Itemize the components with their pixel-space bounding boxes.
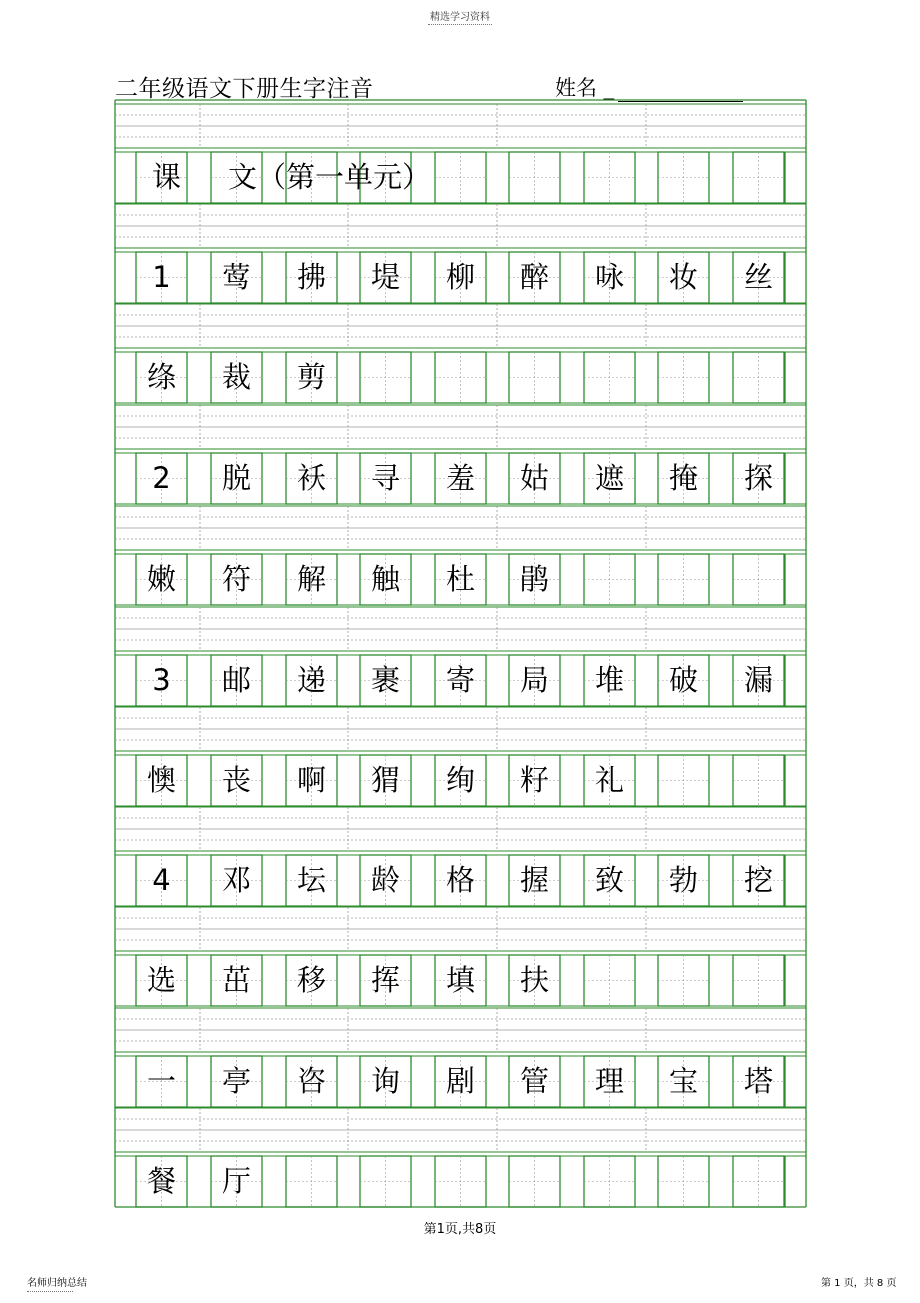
tianzige-box — [584, 152, 635, 203]
character-cell: 丝 — [743, 260, 773, 294]
character-cell: 邓 — [221, 863, 251, 897]
character-cell: 籽 — [519, 763, 549, 797]
character-cell: 触 — [370, 562, 400, 596]
tianzige-box — [435, 152, 486, 203]
empty-cell — [584, 352, 635, 403]
empty-cell — [360, 352, 411, 403]
character-cell: 鹃 — [519, 562, 549, 596]
character-cell: 挥 — [370, 963, 400, 997]
character-cell: 理 — [594, 1064, 624, 1098]
character-cell: 咏 — [594, 260, 624, 294]
character-cell: 邮 — [221, 663, 251, 697]
character-cell: 羞 — [445, 461, 475, 495]
character-cell: 塔 — [743, 1064, 773, 1098]
character-cell: 解 — [296, 562, 326, 596]
character-cell: 管 — [519, 1064, 549, 1098]
empty-cell — [658, 352, 709, 403]
character-cell: 宝 — [668, 1064, 698, 1098]
character-cell: 懊 — [146, 763, 176, 797]
character-cell: 3 — [152, 663, 171, 697]
character-cell: 4 — [152, 863, 171, 897]
character-cell: 咨 — [296, 1064, 326, 1098]
character-cell: 漏 — [743, 663, 773, 697]
character-cell: 1 — [152, 260, 171, 294]
character-cell: 茁 — [221, 963, 251, 997]
empty-cell — [286, 1156, 337, 1207]
character-cell: 坛 — [296, 863, 326, 897]
empty-cell — [733, 955, 784, 1006]
heading-unit: 文（第一单元） — [228, 160, 432, 194]
character-cell: 掩 — [668, 461, 698, 495]
character-cell: 猬 — [370, 763, 400, 797]
empty-cell — [584, 554, 635, 605]
empty-cell — [733, 755, 784, 806]
empty-cell — [658, 755, 709, 806]
character-cell: 绚 — [445, 763, 475, 797]
empty-cell — [658, 1156, 709, 1207]
character-cell: 丧 — [221, 763, 251, 797]
character-cell: 妆 — [668, 260, 698, 294]
character-cell: 堆 — [594, 663, 624, 697]
empty-cell — [658, 554, 709, 605]
character-cell: 寄 — [445, 663, 475, 697]
character-cell: 探 — [743, 461, 773, 495]
character-cell: 剪 — [296, 360, 326, 394]
character-cell: 寻 — [370, 461, 400, 495]
empty-cell — [435, 352, 486, 403]
character-cell: 杜 — [445, 562, 475, 596]
character-cell: 符 — [221, 562, 251, 596]
character-cell: 莺 — [221, 260, 251, 294]
name-field[interactable] — [555, 72, 743, 102]
name-label: 姓名 _ — [555, 76, 615, 100]
character-cell: 脱 — [221, 461, 251, 495]
bottom-right-note: 第 1 页，共 8 页 — [821, 1278, 897, 1289]
top-note: 精选学习资料 — [430, 12, 490, 23]
character-cell: 礼 — [594, 763, 624, 797]
heading-ke: 课 — [152, 160, 182, 194]
character-cell: 勃 — [668, 863, 698, 897]
empty-cell — [509, 1156, 560, 1207]
character-cell: 选 — [146, 963, 176, 997]
character-cell: 龄 — [370, 863, 400, 897]
character-cell: 剧 — [445, 1064, 475, 1098]
character-cell: 扶 — [519, 963, 549, 997]
character-cell: 询 — [370, 1064, 400, 1098]
character-cell: 填 — [445, 963, 475, 997]
character-cell: 姑 — [519, 461, 549, 495]
empty-cell — [509, 352, 560, 403]
empty-cell — [584, 955, 635, 1006]
tianzige-box — [733, 152, 784, 203]
tianzige-box — [658, 152, 709, 203]
character-cell: 格 — [445, 863, 475, 897]
character-cell: 移 — [296, 963, 326, 997]
character-cell: 握 — [519, 863, 549, 897]
empty-cell — [733, 554, 784, 605]
bottom-left-dots — [27, 1291, 73, 1292]
character-cell: 裁 — [221, 360, 251, 394]
character-cell: 啊 — [296, 763, 326, 797]
character-cell: 堤 — [370, 260, 400, 294]
worksheet-title: 二年级语文下册生字注音 — [115, 76, 374, 102]
character-cell: 袄 — [296, 461, 326, 495]
character-cell: 局 — [519, 663, 549, 697]
character-cell: 破 — [668, 663, 698, 697]
character-cell: 致 — [594, 863, 624, 897]
page-footer: 第1页,共8页 — [423, 1222, 497, 1237]
empty-cell — [733, 352, 784, 403]
character-cell: 餐 — [146, 1164, 176, 1198]
empty-cell — [360, 1156, 411, 1207]
character-cell: 亭 — [221, 1064, 251, 1098]
character-cell: 醉 — [519, 260, 549, 294]
bottom-left-note: 名师归纳总结 — [27, 1278, 87, 1289]
character-cell: 2 — [152, 461, 171, 495]
character-cell: 递 — [296, 663, 326, 697]
tianzige-box — [509, 152, 560, 203]
top-dotted-rule — [428, 24, 492, 25]
character-cell: 一 — [146, 1064, 176, 1098]
name-underline[interactable] — [618, 82, 743, 102]
character-cell: 厅 — [221, 1164, 251, 1198]
empty-cell — [733, 1156, 784, 1207]
character-cell: 裹 — [370, 663, 400, 697]
empty-cell — [584, 1156, 635, 1207]
character-cell: 嫩 — [146, 562, 176, 596]
character-cell: 遮 — [594, 461, 624, 495]
empty-cell — [435, 1156, 486, 1207]
character-cell: 柳 — [445, 260, 475, 294]
character-cell: 绦 — [146, 360, 176, 394]
empty-cell — [658, 955, 709, 1006]
character-cell: 拂 — [296, 260, 326, 294]
character-cell: 挖 — [743, 863, 773, 897]
